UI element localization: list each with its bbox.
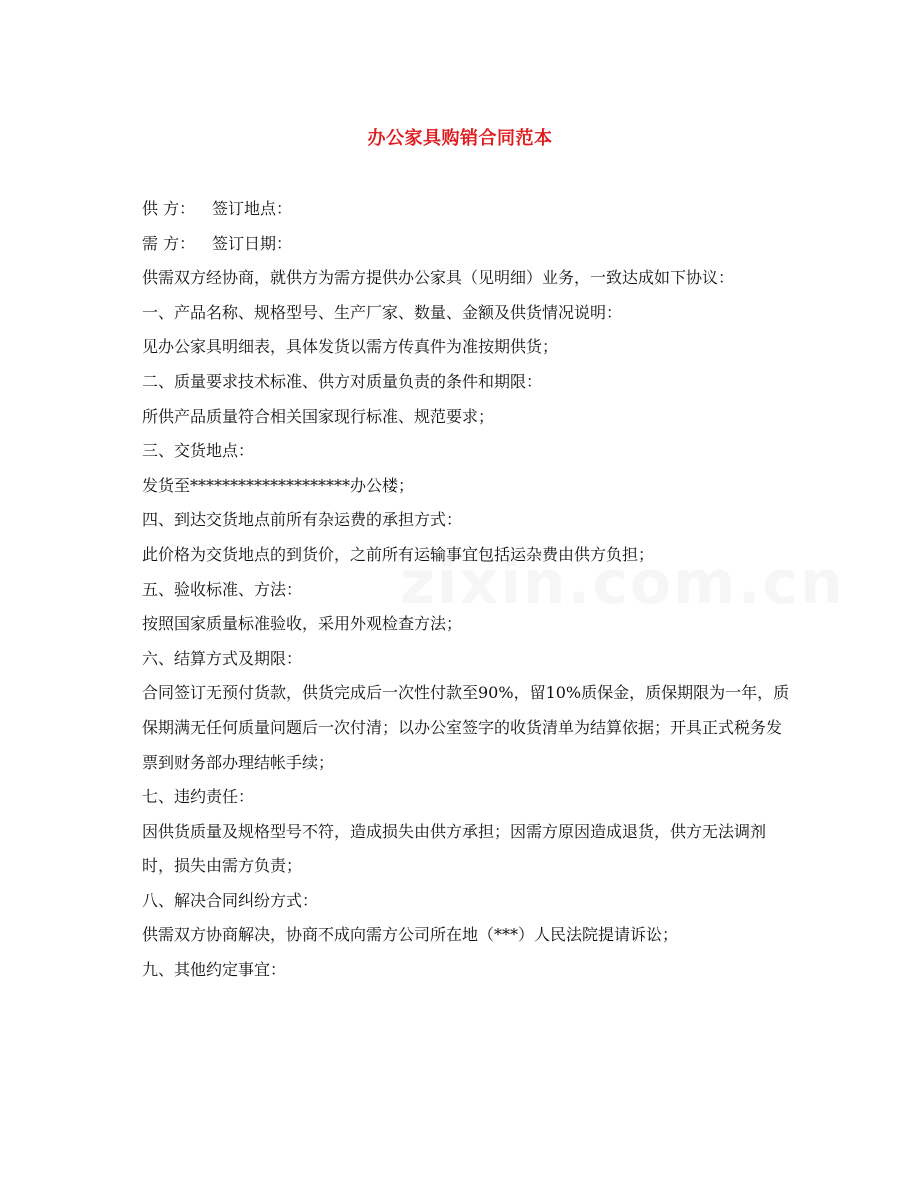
paragraph: 合同签订无预付货款，供货完成后一次性付款至90%，留10%质保金，质保期限为一年，质保期满无任何质量问题后一次付清；以办公室签字的收货清单为结算依据；开具正式税务发票到财务部办理结帐手续； (142, 683, 790, 772)
section-heading: 九、其他约定事宜： (142, 960, 287, 980)
section-heading: 八、解决合同纠纷方式： (142, 890, 319, 910)
section-heading: 二、质量要求技术标准、供方对质量负责的条件和期限： (142, 371, 543, 391)
section-heading: 七、违约责任： (142, 787, 255, 807)
buyer-label: 需 方： (142, 233, 196, 253)
document-body (142, 192, 792, 988)
paragraph: 供需双方经协商，就供方为需方提供办公家具（见明细）业务，一致达成如下协议： (142, 268, 735, 288)
paragraph: 供需双方协商解决，协商不成向需方公司所在地（***）人民法院提请诉讼； (142, 925, 679, 945)
section-heading: 六、结算方式及期限： (142, 648, 303, 668)
section-heading: 三、交货地点： (142, 441, 255, 461)
paragraph: 发货至********************办公楼； (142, 475, 415, 495)
section-heading: 一、产品名称、规格型号、生产厂家、数量、金额及供货情况说明： (142, 302, 623, 322)
supplier-label: 供 方： (142, 199, 196, 218)
supplier-line (142, 192, 792, 227)
document-title: 办公家具购销合同范本 (367, 128, 553, 149)
paragraph: 见办公家具明细表，具体发货以需方传真件为准按期供货； (142, 337, 559, 357)
paragraph: 所供产品质量符合相关国家现行标准、规范要求； (142, 406, 495, 426)
sign-date-label: 签订日期： (212, 233, 293, 253)
paragraph: 因供货质量及规格型号不符，造成损失由供方承担；因需方原因造成退货，供方无法调剂时，损失由需方负责； (142, 821, 767, 876)
paragraph: 按照国家质量标准验收，采用外观检查方法； (142, 614, 463, 634)
section-heading: 五、验收标准、方法： (142, 579, 303, 599)
section-heading: 四、到达交货地点前所有杂运费的承担方式： (142, 510, 463, 530)
buyer-line (142, 227, 792, 262)
paragraph: 此价格为交货地点的到货价，之前所有运输事宜包括运杂费由供方负担； (142, 544, 655, 564)
sign-place-label: 签订地点： (212, 199, 293, 218)
